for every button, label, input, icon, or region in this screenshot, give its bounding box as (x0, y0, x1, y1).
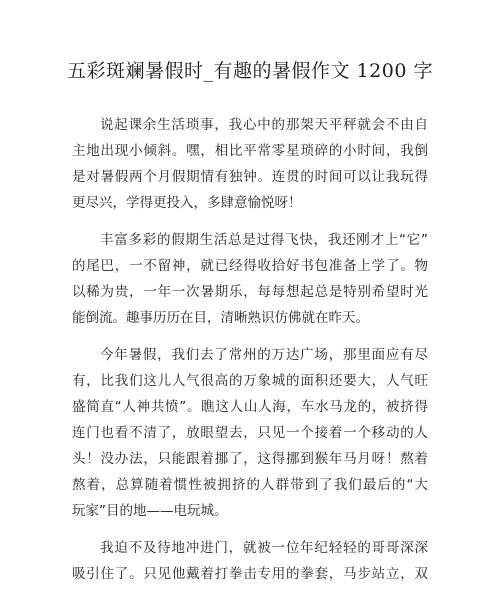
text-line: 熬着，总算随着惯性被拥挤的人群带到了我们最后的“大 (72, 477, 428, 493)
text-line: 丰富多彩的假期生活总是过得飞快，我还刚才上“它” (100, 232, 428, 248)
text-line: 是对暑假两个月假期情有独钟。连贯的时间可以让我玩得 (72, 169, 428, 185)
paragraph-3 (72, 342, 428, 524)
text-line: 以稀为贵，一年一次暑期乐，每每想起总是特别希望时光 (72, 284, 428, 300)
text-line: 今年暑假，我们去了常州的万达广场，那里面应有尽 (100, 347, 428, 363)
text-line: 的尾巴，一不留神，就已经得收拾好书包准备上学了。物 (72, 258, 428, 274)
text-line: 有，比我们这儿人气很高的万象城的面积还要大，人气旺 (72, 373, 428, 389)
paragraph-4 (72, 535, 428, 587)
text-line: 说起课余生活琐事，我心中的那架天平秤就会不由自 (100, 117, 428, 133)
text-line: 吸引住了。只见他戴着打拳击专用的拳套，马步站立，双 (72, 566, 428, 582)
page-title: 五彩斑斓暑假时_有趣的暑假作文 1200 字 (67, 60, 433, 82)
text-line: 连门也看不清了，放眼望去，只见一个接着一个移动的人 (72, 425, 428, 441)
text-line: 玩家”目的地——电玩城。 (72, 503, 228, 519)
text-line: 更尽兴，学得更投入，多肆意愉悦呀！ (72, 195, 302, 211)
paragraph-2 (72, 227, 428, 331)
article-body (72, 112, 428, 598)
text-line: 主地出现小倾斜。嘿，相比平常零星琐碎的小时间，我倒 (72, 143, 428, 159)
text-line: 盛简直“人神共愤”。瞧这人山人海，车水马龙的，被挤得 (72, 399, 428, 415)
text-line: 我迫不及待地冲进门，就被一位年纪轻轻的哥哥深深 (100, 540, 428, 556)
text-line: 能倒流。趣事历历在目，清晰熟识仿佛就在昨天。 (72, 310, 369, 326)
text-line: 头！没办法，只能跟着挪了，这得挪到猴年马月呀！熬着 (72, 451, 428, 467)
paragraph-1 (72, 112, 428, 216)
